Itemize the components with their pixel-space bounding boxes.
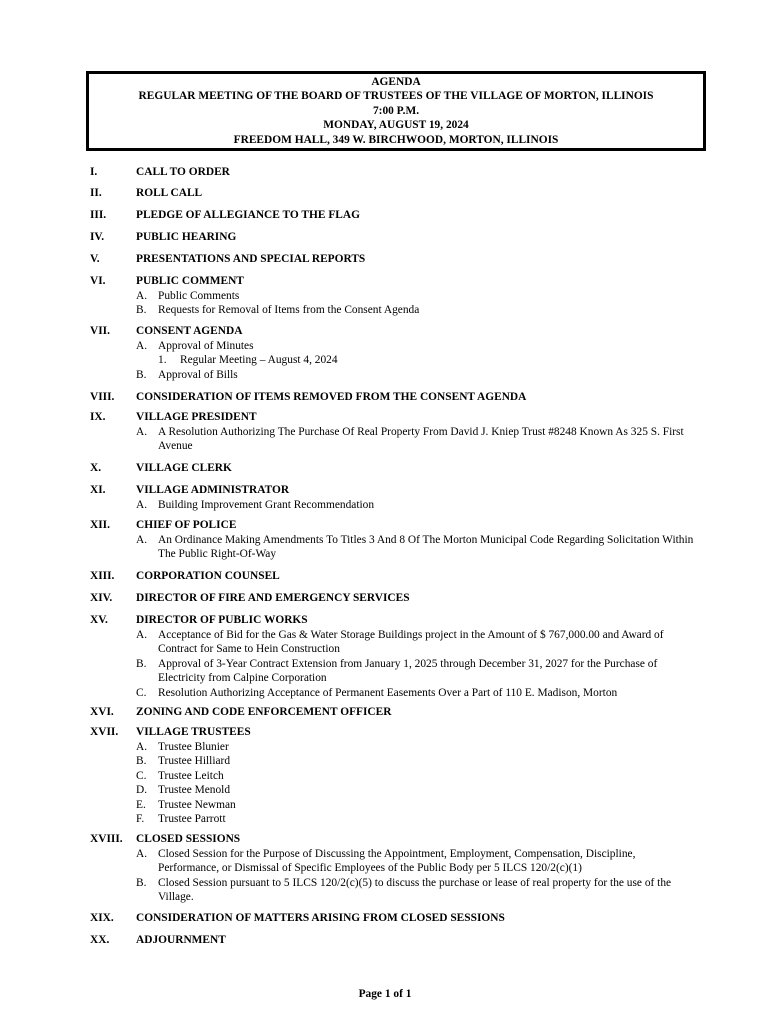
agenda-item-number: XIX. [90,912,114,924]
agenda-subitems [136,847,696,905]
agenda-item-title: VILLAGE CLERK [136,462,232,474]
agenda-item-title: VILLAGE TRUSTEES [136,726,251,738]
subitem-label: B. [136,368,147,381]
subitem-label: C. [136,769,147,782]
subitem-label: A. [136,425,148,438]
subitem-text: Trustee Parrott [158,813,226,825]
agenda-subitem [136,769,696,784]
subitem-label: A. [136,740,148,753]
agenda-item-number: X. [90,462,102,474]
agenda-item-title: PUBLIC COMMENT [136,275,244,287]
subitem-text: Public Comments [158,289,240,302]
agenda-item-title: PLEDGE OF ALLEGIANCE TO THE FLAG [136,209,360,221]
agenda-item-number: VIII. [90,391,115,403]
agenda-subitem [136,289,696,304]
subitem-label: A. [136,289,148,302]
agenda-item-title: PUBLIC HEARING [136,231,237,243]
subitem-text: Trustee Menold [158,784,231,796]
agenda-item-title: PRESENTATIONS AND SPECIAL REPORTS [136,253,366,265]
agenda-item-number: XVIII. [90,833,123,845]
agenda-item-title: DIRECTOR OF FIRE AND EMERGENCY SERVICES [136,592,410,604]
subitem-text: Approval of Bills [158,368,238,381]
agenda-item-title: DIRECTOR OF PUBLIC WORKS [136,614,308,626]
agenda-subitem [136,783,696,798]
meeting-time: 7:00 P.M. [372,104,420,117]
agenda-subitem [136,339,696,354]
agenda-item-title: ROLL CALL [136,187,203,199]
agenda-item-title: CONSIDERATION OF ITEMS REMOVED FROM THE CONSENT AGENDA [136,391,527,403]
agenda-subitem [136,628,696,657]
subitem-text: Resolution Authorizing Acceptance of Permanent Easements Over a Part of 110 E. Madison, Morton [158,686,618,699]
agenda-item-title: CONSIDERATION OF MATTERS ARISING FROM CLOSED SESSIONS [136,912,505,924]
agenda-subitem [136,533,696,562]
agenda-subitem [136,657,696,686]
agenda-subitem [136,798,696,813]
agenda-subitem [136,812,696,827]
agenda-item-number: XVI. [90,706,114,718]
subsubitem-text: Regular Meeting – August 4, 2024 [180,354,338,366]
agenda-item-number: XIV. [90,592,113,604]
subitem-text: Building Improvement Grant Recommendation [158,498,375,511]
meeting-location: FREEDOM HALL, 349 W. BIRCHWOOD, MORTON, ILLINOIS [233,133,559,146]
agenda-item-title: ZONING AND CODE ENFORCEMENT OFFICER [136,706,392,718]
subitem-label: F. [136,813,145,825]
agenda-subitem [136,498,696,513]
agenda-item-number: VI. [90,275,106,287]
agenda-item-number: III. [90,209,107,221]
agenda-item-number: VII. [90,325,110,337]
agenda-item-number: I. [90,166,98,178]
agenda-subitems [136,339,696,383]
agenda-subitems [136,289,696,318]
subsubitem-label: 1. [158,354,167,366]
agenda-item-number: XX. [90,934,110,946]
agenda-item-title: ADJOURNMENT [136,934,226,946]
agenda-subitems [136,498,696,513]
subitem-label: B. [136,755,147,767]
agenda-subitem [136,876,696,905]
agenda-subitems [136,628,696,701]
subitem-label: D. [136,784,148,796]
subitem-label: B. [136,876,147,889]
subitem-text: Closed Session for the Purpose of Discussing the Appointment, Employment, Compensation, Discipline, Performance, or Dismissal of Specific Employees of the Public Body per 5 ILCS 120/2(c)(1) [158,847,636,874]
subitem-label: B. [136,304,147,316]
subitem-text: Approval of 3-Year Contract Extension from January 1, 2025 through December 31, 2027 for the Purchase of Electricity from Calpine Corporation [158,657,658,684]
agenda-subsubitem [136,353,696,368]
subitem-label: E. [136,798,146,811]
subitem-text: Acceptance of Bid for the Gas & Water Storage Buildings project in the Amount of $ 767,000.00 and Award of Contract for Same to Hein Construction [158,628,664,655]
agenda-subitem [136,303,696,318]
agenda-item-number: IV. [90,231,105,243]
page-number: Page 1 of 1 [358,988,412,1000]
meeting-title: REGULAR MEETING OF THE BOARD OF TRUSTEES OF THE VILLAGE OF MORTON, ILLINOIS [138,90,654,103]
subitem-label: A. [136,533,148,546]
subitem-label: A. [136,847,148,860]
agenda-item-number: XIII. [90,570,115,582]
subitem-text: Closed Session pursuant to 5 ILCS 120/2(c)(5) to discuss the purchase or lease of real property for the use of the Village. [158,876,672,903]
agenda-subitem [136,686,696,701]
agenda-subitem [136,754,696,769]
subitem-text: Approval of Minutes [158,339,254,352]
agenda-subitem [136,425,696,454]
subitem-text: Trustee Newman [158,798,236,811]
subitem-label: A. [136,339,148,352]
agenda-item-title: CONSENT AGENDA [136,325,243,337]
agenda-item-title: CHIEF OF POLICE [136,519,237,531]
agenda-item-number: IX. [90,411,106,423]
agenda-item-title: CORPORATION COUNSEL [136,570,280,582]
agenda-subitems [136,740,696,827]
agenda-subitem [136,847,696,876]
agenda-item-title: VILLAGE PRESIDENT [136,411,257,423]
subitem-text: Trustee Blunier [158,740,229,753]
agenda-item-number: XV. [90,614,108,626]
subitem-label: B. [136,657,147,670]
subitem-label: A. [136,628,148,641]
meeting-date: MONDAY, AUGUST 19, 2024 [323,119,469,132]
agenda-item-number: XII. [90,519,110,531]
subitem-text: Trustee Hilliard [158,755,231,767]
agenda-item-number: II. [90,187,102,199]
agenda-header-box [86,71,706,151]
agenda-item-number: V. [90,253,100,265]
subitem-label: C. [136,686,147,699]
subitem-text: A Resolution Authorizing The Purchase Of Real Property From David J. Kniep Trust #8248 Known As 325 S. First Avenue [158,425,684,452]
agenda-item-title: VILLAGE ADMINISTRATOR [136,484,290,496]
agenda-item-number: XI. [90,484,106,496]
subitem-label: A. [136,498,148,511]
agenda-item-number: XVII. [90,726,119,738]
agenda-item-title: CLOSED SESSIONS [136,833,241,845]
agenda-subitems [136,533,696,562]
subitem-text: Trustee Leitch [158,769,224,782]
subitem-text: Requests for Removal of Items from the Consent Agenda [158,304,420,316]
agenda-subitems [136,425,696,454]
agenda-subitem [136,740,696,755]
agenda-subitem [136,368,696,383]
agenda-item-title: CALL TO ORDER [136,166,230,178]
agenda-heading: AGENDA [371,75,421,88]
subitem-text: An Ordinance Making Amendments To Titles 3 And 8 Of The Morton Municipal Code Regarding Solicitation Within The Public Right-Of-Way [158,533,694,560]
